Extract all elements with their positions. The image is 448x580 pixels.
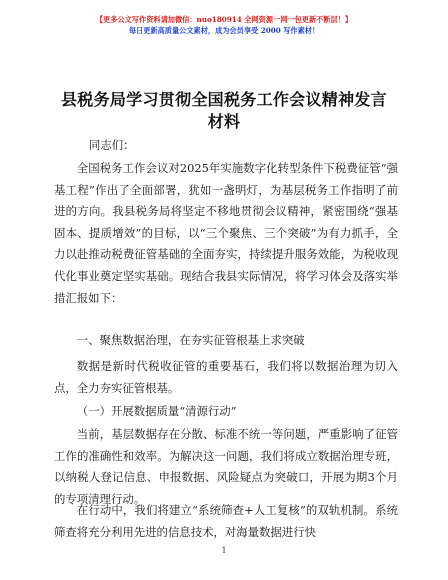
page-number: 1 [221, 546, 227, 555]
document-title-line-2: 材料 [207, 112, 241, 131]
salutation: 同志们： [89, 138, 135, 152]
document-title-line-1: 县税务局学习贯彻全国税务工作会议精神发言 [60, 90, 387, 109]
promo-banner-line-2: 每日更新高质量公文素材，成为会员享受 2000 写作素材！ [128, 26, 320, 35]
paragraph-dual-track: 在行动中，我们将建立“系统筛查+人工复核”的双轨机制。系统筛查将充分利用先进的信息技术，对海量数据进行快 [54, 503, 398, 539]
subsection-heading-1: （一）开展数据质量“清源行动” [76, 404, 237, 418]
promo-banner-line-1: 【更多公文写作资料请加微信：nuo180914 全网资源一网一包更新不断层！】 [95, 15, 353, 24]
paragraph-intro: 全国税务工作会议对2025年实施数字化转型条件下税费征管“强基工程”作出了全面部署，犹如一盏明灯，为基层税务工作指明了前进的方向。我县税务局将坚定不移地贯彻会议精神，紧密围绕“强基固本、提质增效”的目标，以“三个聚焦、三个突破”为有力抓手，全力以赴推动税费征管基础的全面夯实，持续提升服务效能，为税收现代化事业奠定坚实基础。现结合我县实际情况，将学习体会及落实举措汇报如下： [54, 161, 398, 305]
section-heading-1: 一、聚焦数据治理，在夯实征管根基上求突破 [76, 333, 305, 347]
paragraph-current-problems: 当前，基层数据存在分散、标准不统一等问题，严重影响了征管工作的准确性和效率。为解决这一问题，我们将成立数据治理专班，以纳税人登记信息、申报数据、风险疑点为突破口，开展为期3个月的专项清理行动。 [54, 427, 398, 506]
paragraph-data-foundation: 数据是新时代税收征管的重要基石，我们将以数据治理为切入点，全力夯实征管根基。 [54, 359, 398, 395]
